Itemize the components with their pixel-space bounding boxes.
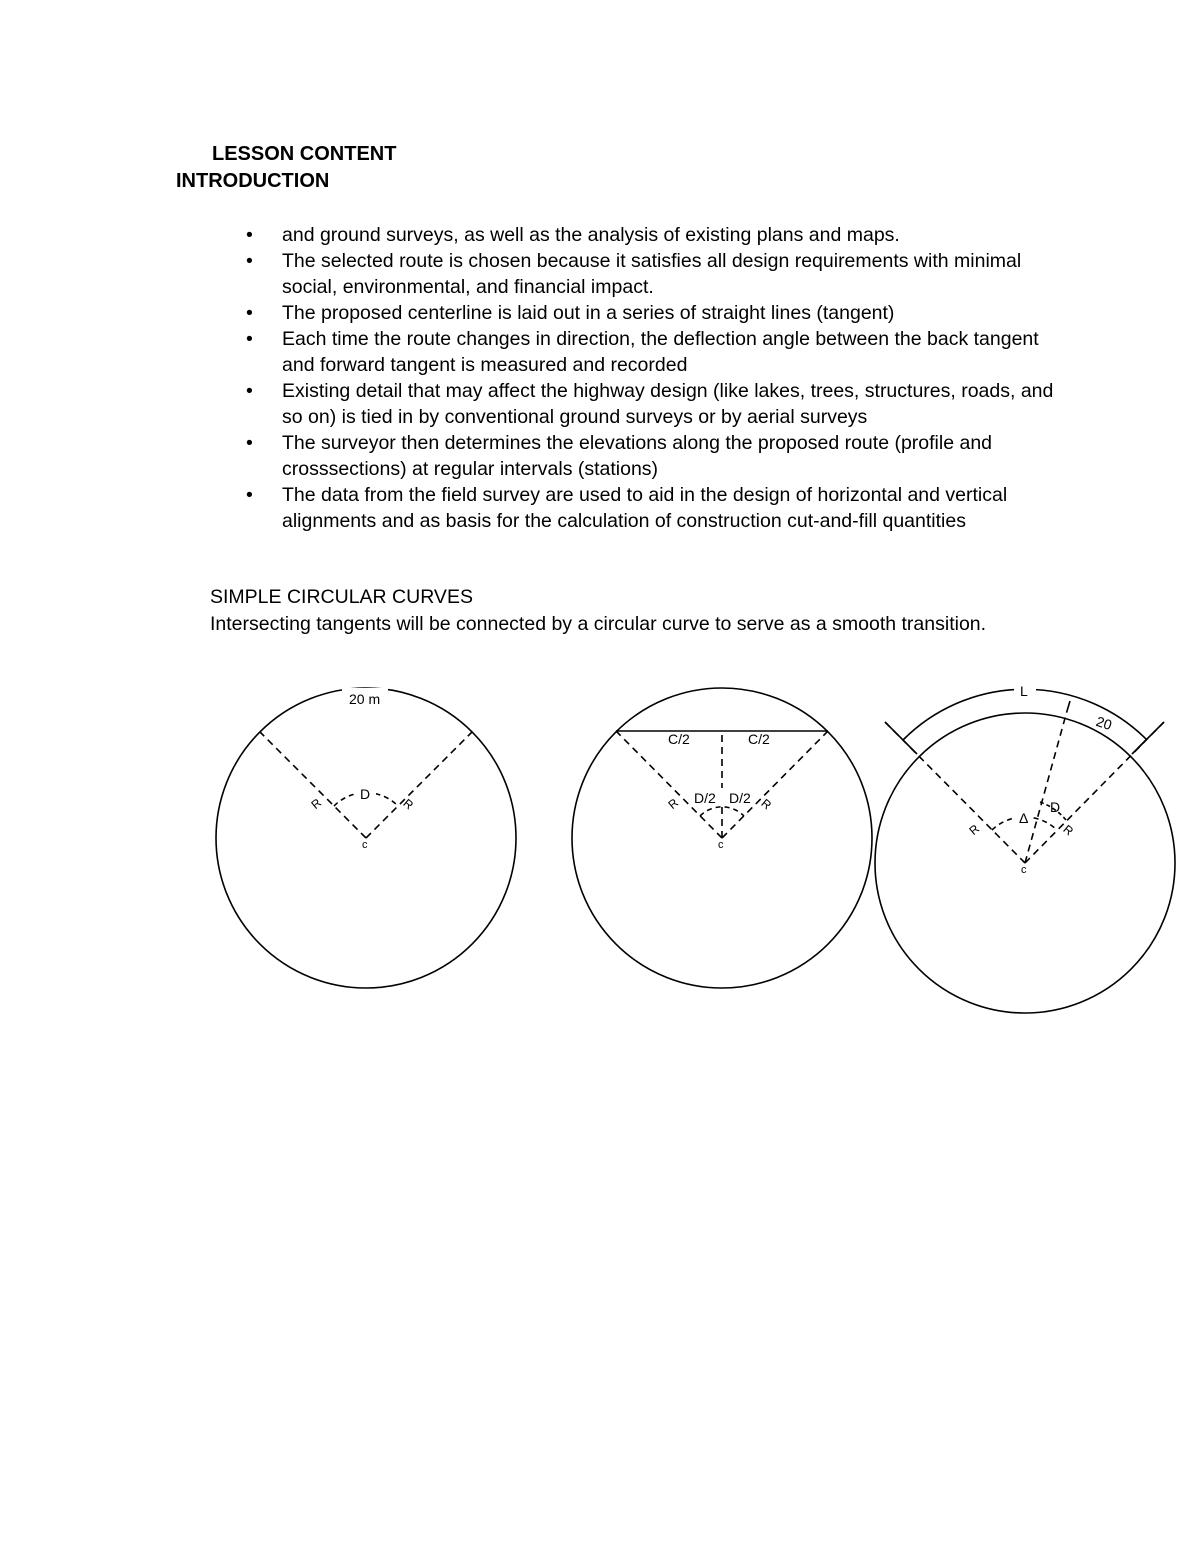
fig3-arc-label: 20 [1094, 712, 1114, 733]
bullet-text: The surveyor then determines the elevations along the proposed route (profile and crosssections) at regular intervals (stations) [282, 432, 993, 480]
bullet-text: The selected route is chosen because it satisfies all design requirements with minimal social, environmental, and financial impact. [282, 250, 1022, 298]
fig2-center-label: c [718, 839, 724, 851]
fig3-tick-mid [1067, 701, 1070, 711]
fig2-chord-left-label: C/2 [668, 731, 690, 747]
bullet-text: Each time the route changes in direction, the deflection angle between the back tangent and forward tangent is measured and recorded [282, 328, 1039, 376]
bullet-marker: • [246, 302, 253, 324]
fig2-radius-left-label: R [665, 795, 682, 812]
fig2-angle-left-label: D/2 [694, 790, 716, 806]
bullet-marker: • [246, 432, 253, 454]
fig2-chord-right-label: C/2 [748, 731, 770, 747]
fig1-radius-left-label: R [308, 795, 325, 812]
fig2-radius-right [722, 731, 828, 838]
fig3-delta-label: Δ [1019, 810, 1029, 826]
bullet-text: Existing detail that may affect the highway design (like lakes, trees, structures, roads, and so on) is tied in by conventional ground surveys or by aerial surveys [282, 380, 1054, 428]
fig2-radius-right-label: R [758, 796, 775, 813]
bullet-text: The data from the field survey are used to aid in the design of horizontal and vertical alignments and as basis for the calculation of construction cut-and-fill quantities [282, 484, 1008, 532]
lesson-content-heading: LESSON CONTENT [212, 143, 397, 165]
fig1-arc-label: 20 m [349, 691, 381, 707]
fig1-radius-left [260, 732, 366, 838]
fig3-d-label: D [1050, 799, 1061, 815]
fig2-angle-right-label: D/2 [729, 790, 751, 806]
fig3-length-label: L [1020, 683, 1028, 699]
fig1-angle-label: D [360, 786, 371, 802]
introduction-heading: INTRODUCTION [176, 170, 330, 192]
section-description: Intersecting tangents will be connected by a circular curve to serve as a smooth transition. [210, 613, 987, 635]
fig3-radius-left-label: R [966, 821, 983, 838]
fig3-tangent-left [885, 722, 917, 754]
fig3-tick-right [1138, 740, 1146, 748]
fig3-radius-middle [1025, 711, 1067, 863]
figure-2-chord [572, 688, 872, 988]
fig1-center-label: c [362, 839, 368, 851]
fig3-tangent-right [1132, 722, 1164, 754]
fig3-center-label: c [1021, 864, 1027, 876]
fig1-radius-right-label: R [400, 796, 417, 813]
bullet-marker: • [246, 224, 253, 246]
figure-3-curve-length [875, 689, 1175, 1013]
bullet-marker: • [246, 328, 253, 350]
bullet-text: The proposed centerline is laid out in a series of straight lines (tangent) [282, 302, 895, 324]
fig3-radius-right-label: R [1060, 822, 1077, 839]
bullet-text: and ground surveys, as well as the analysis of existing plans and maps. [282, 224, 900, 246]
bullet-marker: • [246, 484, 253, 506]
fig1-radius-right [366, 732, 472, 838]
figure-1-degree-of-curve [216, 688, 516, 988]
fig2-radius-left [616, 731, 722, 838]
simple-circular-curves-heading: SIMPLE CIRCULAR CURVES [210, 586, 473, 608]
bullet-marker: • [246, 250, 253, 272]
bullet-marker: • [246, 380, 253, 402]
